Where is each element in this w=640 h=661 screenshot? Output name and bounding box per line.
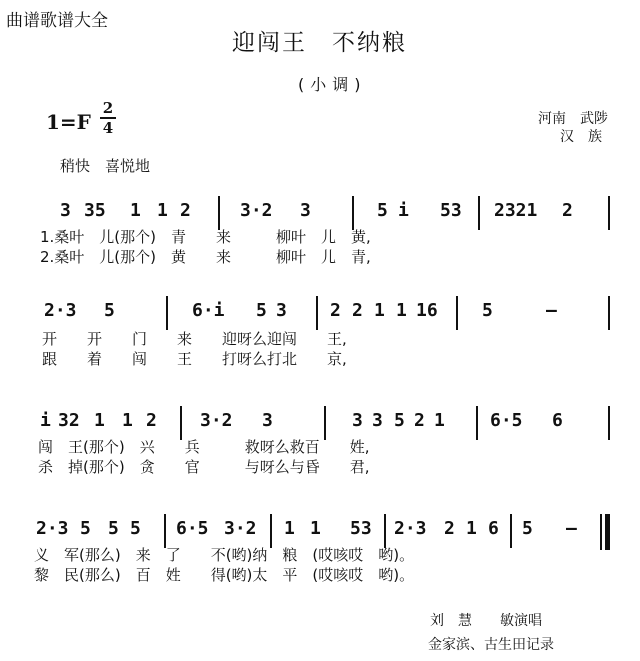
note: 6 xyxy=(552,410,563,431)
barline xyxy=(608,406,610,440)
note: 16 xyxy=(416,300,438,321)
note: – xyxy=(566,518,577,539)
note: 3 xyxy=(276,300,287,321)
note: 5 xyxy=(256,300,267,321)
note: 3 xyxy=(300,200,311,221)
notation-row xyxy=(0,296,640,326)
lyric-verse-2: 跟 着 闯 王 打呀么打北 京, xyxy=(42,350,347,368)
note: 53 xyxy=(440,200,462,221)
barline xyxy=(608,296,610,330)
barline xyxy=(384,514,386,548)
barline xyxy=(324,406,326,440)
song-subtitle: (小调) xyxy=(298,75,367,94)
note: 6 xyxy=(488,518,499,539)
note: 5 xyxy=(130,518,141,539)
lyric-verse-2: 杀 掉(那个) 贪 官 与呀么与昏 君, xyxy=(38,458,370,476)
note: 1 xyxy=(130,200,141,221)
note: 1 xyxy=(157,200,168,221)
final-barline-thick xyxy=(605,514,610,550)
note: 5 xyxy=(80,518,91,539)
singer-credit: 刘 慧 敏演唱 xyxy=(430,613,542,629)
note: 3 xyxy=(372,410,383,431)
note: 5 xyxy=(522,518,533,539)
lyric-verse-1: 1.桑叶 儿(那个) 青 来 柳叶 儿 黄, xyxy=(40,228,371,246)
note: – xyxy=(546,300,557,321)
barline xyxy=(352,196,354,230)
note: 3 xyxy=(352,410,363,431)
note: i xyxy=(40,410,51,431)
recorder-credit: 金家滨、古生田记录 xyxy=(428,637,554,653)
note: 1 xyxy=(284,518,295,539)
note: 2 xyxy=(146,410,157,431)
note: 2 xyxy=(180,200,191,221)
note: 3 xyxy=(262,410,273,431)
note: 2·3 xyxy=(394,518,427,539)
barline xyxy=(164,514,166,548)
note: 1 xyxy=(310,518,321,539)
note: 5 xyxy=(394,410,405,431)
final-barline-thin xyxy=(600,514,602,550)
note: 2·3 xyxy=(36,518,69,539)
notation-row xyxy=(0,514,640,544)
note: 2 xyxy=(352,300,363,321)
song-title: 迎闯王 不纳粮 xyxy=(232,30,407,56)
note: 2 xyxy=(562,200,573,221)
note: 5 xyxy=(377,200,388,221)
note: i xyxy=(398,200,409,221)
note: 2 xyxy=(444,518,455,539)
lyric-verse-1: 开 开 门 来 迎呀么迎闯 王, xyxy=(42,330,347,348)
barline xyxy=(218,196,220,230)
barline xyxy=(456,296,458,330)
barline xyxy=(478,196,480,230)
note: 3 xyxy=(60,200,71,221)
note: 2·3 xyxy=(44,300,77,321)
note: 5 xyxy=(104,300,115,321)
note: 53 xyxy=(350,518,372,539)
barline xyxy=(180,406,182,440)
note: 2 xyxy=(414,410,425,431)
note: 6·i xyxy=(192,300,225,321)
note: 6·5 xyxy=(176,518,209,539)
note: 1 xyxy=(466,518,477,539)
lyric-verse-1: 闯 王(那个) 兴 兵 救呀么救百 姓, xyxy=(38,438,370,456)
note: 32 xyxy=(58,410,80,431)
lyric-verse-2: 2.桑叶 儿(那个) 黄 来 柳叶 儿 青, xyxy=(40,248,371,266)
note: 5 xyxy=(482,300,493,321)
barline xyxy=(510,514,512,548)
note: 2 xyxy=(330,300,341,321)
note: 2321 xyxy=(494,200,538,221)
origin-ethnicity: 汉 族 xyxy=(560,129,602,145)
lyric-verse-1: 义 军(那么) 来 了 不(哟)纳 粮 (哎咳哎 哟)。 xyxy=(34,546,415,564)
note: 1 xyxy=(434,410,445,431)
note: 1 xyxy=(396,300,407,321)
note: 3·2 xyxy=(224,518,257,539)
lyric-verse-2: 黎 民(那么) 百 姓 得(哟)太 平 (哎咳哎 哟)。 xyxy=(34,566,415,584)
meter-bottom: 4 xyxy=(102,119,114,137)
notation-row xyxy=(0,196,640,226)
note: 3·2 xyxy=(240,200,273,221)
barline xyxy=(270,514,272,548)
note: 3·2 xyxy=(200,410,233,431)
barline xyxy=(476,406,478,440)
note: 1 xyxy=(94,410,105,431)
key-signature: 1=F xyxy=(46,110,91,134)
site-name: 曲谱歌谱大全 xyxy=(6,11,108,31)
barline xyxy=(316,296,318,330)
origin-region: 河南 武陟 xyxy=(538,111,608,127)
note: 1 xyxy=(122,410,133,431)
barline xyxy=(608,196,610,230)
tempo-marking: 稍快 喜悦地 xyxy=(60,157,151,175)
barline xyxy=(166,296,168,330)
note: 1 xyxy=(374,300,385,321)
meter-top: 2 xyxy=(102,99,114,117)
note: 6·5 xyxy=(490,410,523,431)
notation-row xyxy=(0,406,640,436)
note: 35 xyxy=(84,200,106,221)
note: 5 xyxy=(108,518,119,539)
time-signature xyxy=(100,100,116,136)
